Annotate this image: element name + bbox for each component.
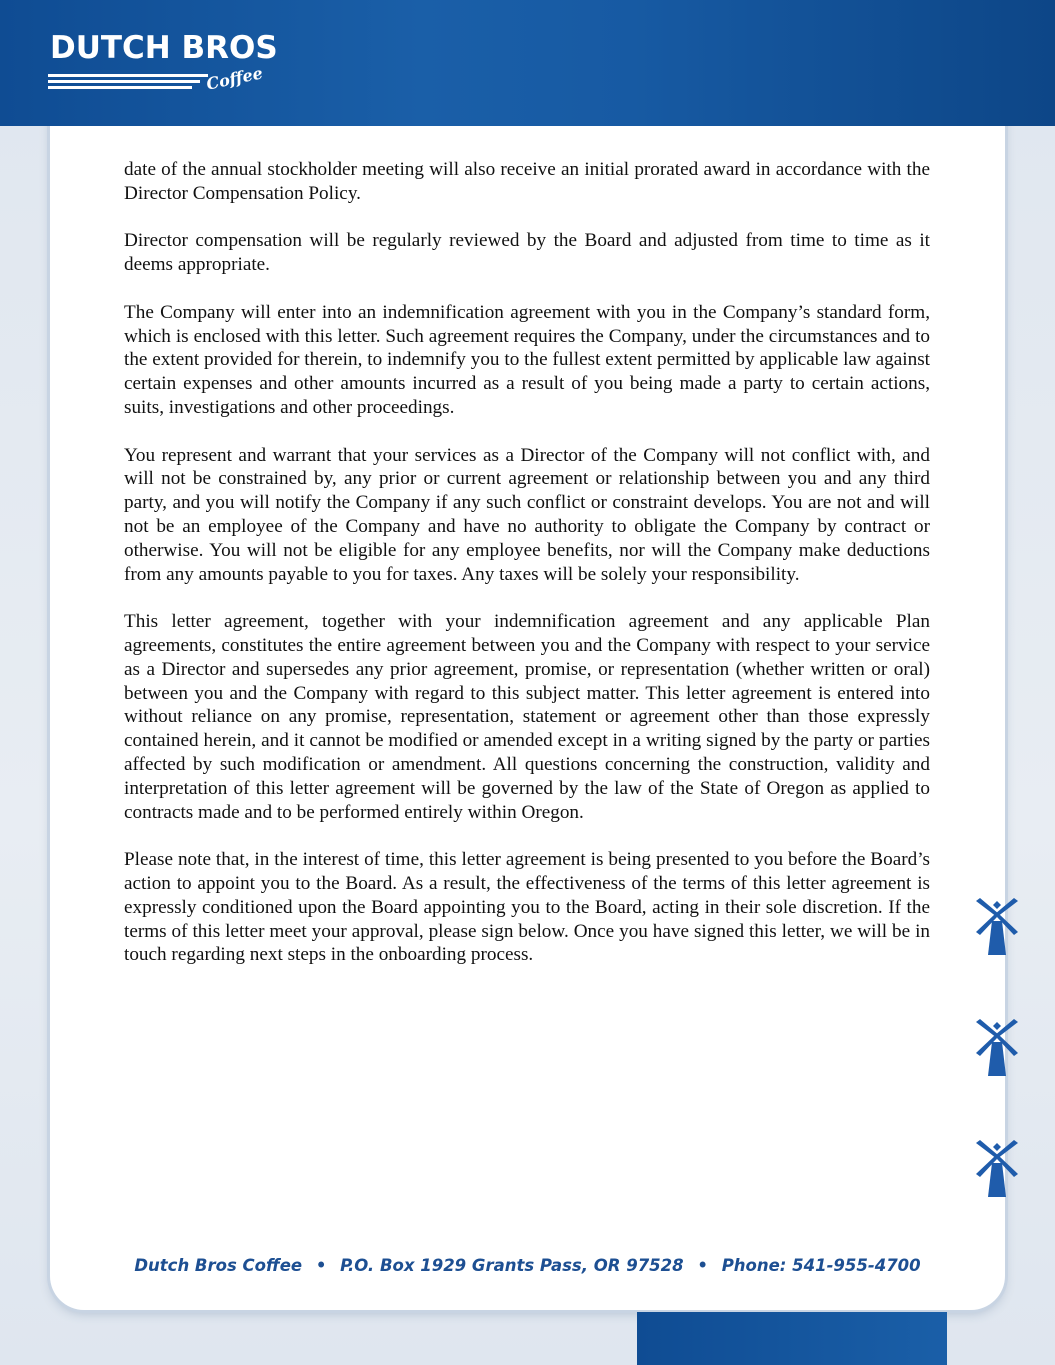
logo-coffee-script: Coffee xyxy=(204,63,265,94)
footer-separator: • xyxy=(315,1256,327,1275)
letter-body xyxy=(124,158,930,991)
footer-company: Dutch Bros Coffee xyxy=(134,1256,303,1275)
paragraph-entire-agreement: This letter agreement, together with your indemnification agreement and any applicable Plan agreements, constitutes the entire agreement between you and the Company with respect to your service as a Director and supersedes any prior agreement, promise, or representation (whether written or oral) between you and the Company with regard to this subject matter. This letter agreement is entered into without reliance on any promise, representation, statement or agreement other than those expressly contained herein, and it cannot be modified or amended except in a writing signed by the party or parties affected by such modification or amendment. All questions concerning the construction, validity and interpretation of this letter agreement will be governed by the law of the State of Oregon as applied to contracts made and to be performed entirely within Oregon. xyxy=(124,611,930,823)
logo-stripes xyxy=(48,74,208,92)
footer-separator: • xyxy=(697,1256,708,1275)
footer-phone: Phone: 541-955-4700 xyxy=(721,1256,921,1275)
header-band xyxy=(0,0,1055,126)
paragraph-prorated-award: date of the annual stockholder meeting will also receive an initial prorated award in accordance with the Director Compensation Policy. xyxy=(124,159,930,204)
paragraph-representations: You represent and warrant that your services as a Director of the Company will not conflict with, and will not be constrained by, any prior or current agreement or relationship between you and any third party, and you will notify the Company if any such conflict or constraint develops. You are not and will not be an employee of the Company and have no authority to obligate the Company by contract or otherwise. You will not be eligible for any employee benefits, nor will the Company make deductions from any amounts payable to you for taxes. Any taxes will be solely your responsibility. xyxy=(124,444,930,585)
logo-wordmark: DUTCH BROS xyxy=(50,30,278,66)
windmill-icon xyxy=(972,1137,1022,1199)
windmill-icon xyxy=(972,895,1022,957)
dutch-bros-logo xyxy=(48,30,278,96)
paragraph-indemnification: The Company will enter into an indemnification agreement with you in the Company’s standard form, which is enclosed with this letter. Such agreement requires the Company, under the circumstances and to the extent provided for therein, to indemnify you to the fullest extent permitted by applicable law against certain expenses and other amounts incurred as a result of you being made a party to certain actions, suits, investigations and other proceedings. xyxy=(124,301,930,418)
windmill-icon xyxy=(972,1016,1022,1078)
paragraph-compensation-review: Director compensation will be regularly reviewed by the Board and adjusted from time to time as it deems appropriate. xyxy=(124,230,930,276)
paragraph-board-appointment: Please note that, in the interest of time, this letter agreement is being presented to you before the Board’s action to appoint you to the Board. As a result, the effectiveness of the terms of this letter agreement is expressly conditioned upon the Board appointing you to the Board, acting in their sole discretion. If the terms of this letter meet your approval, please sign below. Once you have signed this letter, we will be in touch regarding next steps in the onboarding process. xyxy=(124,849,930,966)
footer-address: P.O. Box 1929 Grants Pass, OR 97528 xyxy=(340,1256,684,1275)
bottom-accent-tab xyxy=(637,1312,947,1365)
letterhead-footer xyxy=(0,1256,1055,1275)
